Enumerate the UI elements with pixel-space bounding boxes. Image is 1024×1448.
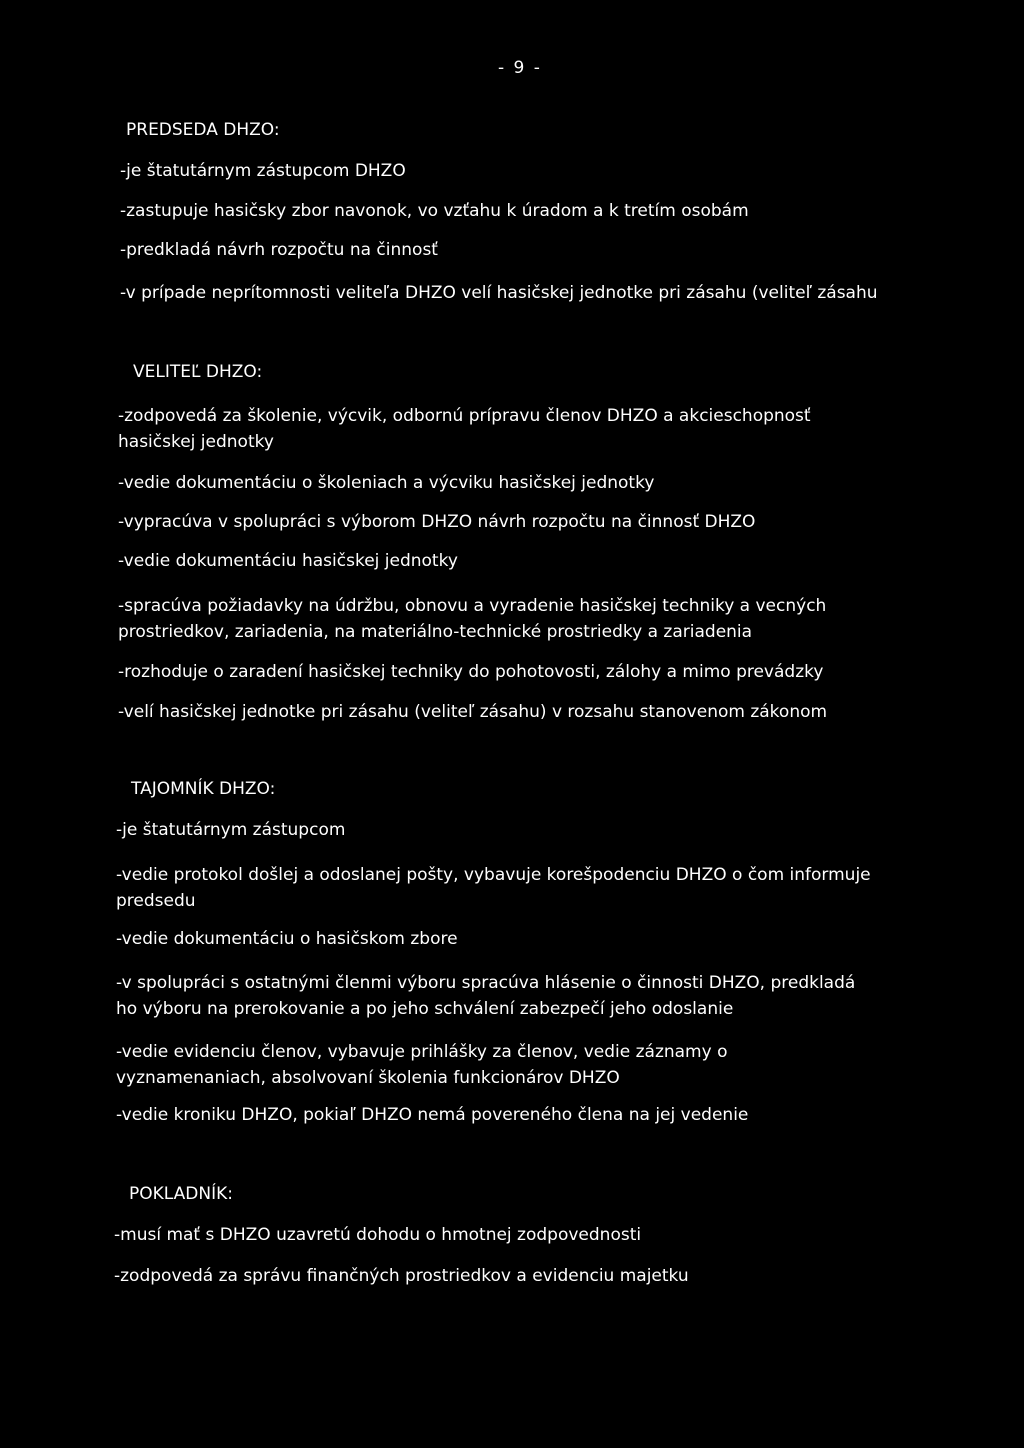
tajomnik-item: -vedie evidenciu členov, vybavuje prihlášky za členov, vedie záznamy o vyznamenaniach, absolvovaní školenia funkcionárov DHZO (116, 1042, 728, 1088)
page-number: - 9 - (498, 58, 542, 78)
tajomnik-item: -v spolupráci s ostatnými členmi výboru spracúva hlásenie o činnosti DHZO, predkladá ho výboru na prerokovanie a po jeho schválení zabezpečí jeho odoslanie (116, 973, 856, 1019)
pokladnik-item: -musí mať s DHZO uzavretú dohodu o hmotnej zodpovednosti (114, 1225, 642, 1245)
section-heading-tajomnik: TAJOMNÍK DHZO: (131, 779, 276, 799)
pokladnik-item: -zodpovedá za správu finančných prostriedkov a evidenciu majetku (114, 1266, 689, 1286)
section-heading-pokladnik: POKLADNÍK: (129, 1184, 233, 1204)
velitel-item: -rozhoduje o zaradení hasičskej techniky do pohotovosti, zálohy a mimo prevádzky (118, 662, 824, 682)
velitel-item: -vedie dokumentáciu hasičskej jednotky (118, 551, 458, 571)
velitel-item: -spracúva požiadavky na údržbu, obnovu a vyradenie hasičskej techniky a vecných prostriedkov, zariadenia, na materiálno-technické prostriedky a zariadenia (118, 596, 827, 642)
predseda-item: -v prípade neprítomnosti veliteľa DHZO velí hasičskej jednotke pri zásahu (veliteľ zásahu (120, 283, 878, 303)
velitel-item: -vypracúva v spolupráci s výborom DHZO návrh rozpočtu na činnosť DHZO (118, 512, 756, 532)
predseda-item: -predkladá návrh rozpočtu na činnosť (120, 240, 438, 260)
predseda-item: -je štatutárnym zástupcom DHZO (120, 161, 406, 181)
predseda-item: -zastupuje hasičsky zbor navonok, vo vzťahu k úradom a k tretím osobám (120, 201, 749, 221)
tajomnik-item: -je štatutárnym zástupcom (116, 820, 346, 840)
section-heading-velitel: VELITEĽ DHZO: (133, 362, 263, 382)
section-heading-predseda: PREDSEDA DHZO: (126, 120, 280, 140)
tajomnik-item: -vedie protokol došlej a odoslanej pošty, vybavuje korešpodenciu DHZO o čom informuje predsedu (116, 865, 871, 911)
tajomnik-item: -vedie kroniku DHZO, pokiaľ DHZO nemá povereného člena na jej vedenie (116, 1105, 749, 1125)
velitel-item: -zodpovedá za školenie, výcvik, odbornú prípravu členov DHZO a akcieschopnosť hasičskej jednotky (118, 406, 811, 452)
velitel-item: -vedie dokumentáciu o školeniach a výcviku hasičskej jednotky (118, 473, 655, 493)
tajomnik-item: -vedie dokumentáciu o hasičskom zbore (116, 929, 458, 949)
velitel-item: -velí hasičskej jednotke pri zásahu (veliteľ zásahu) v rozsahu stanovenom zákonom (118, 702, 828, 722)
